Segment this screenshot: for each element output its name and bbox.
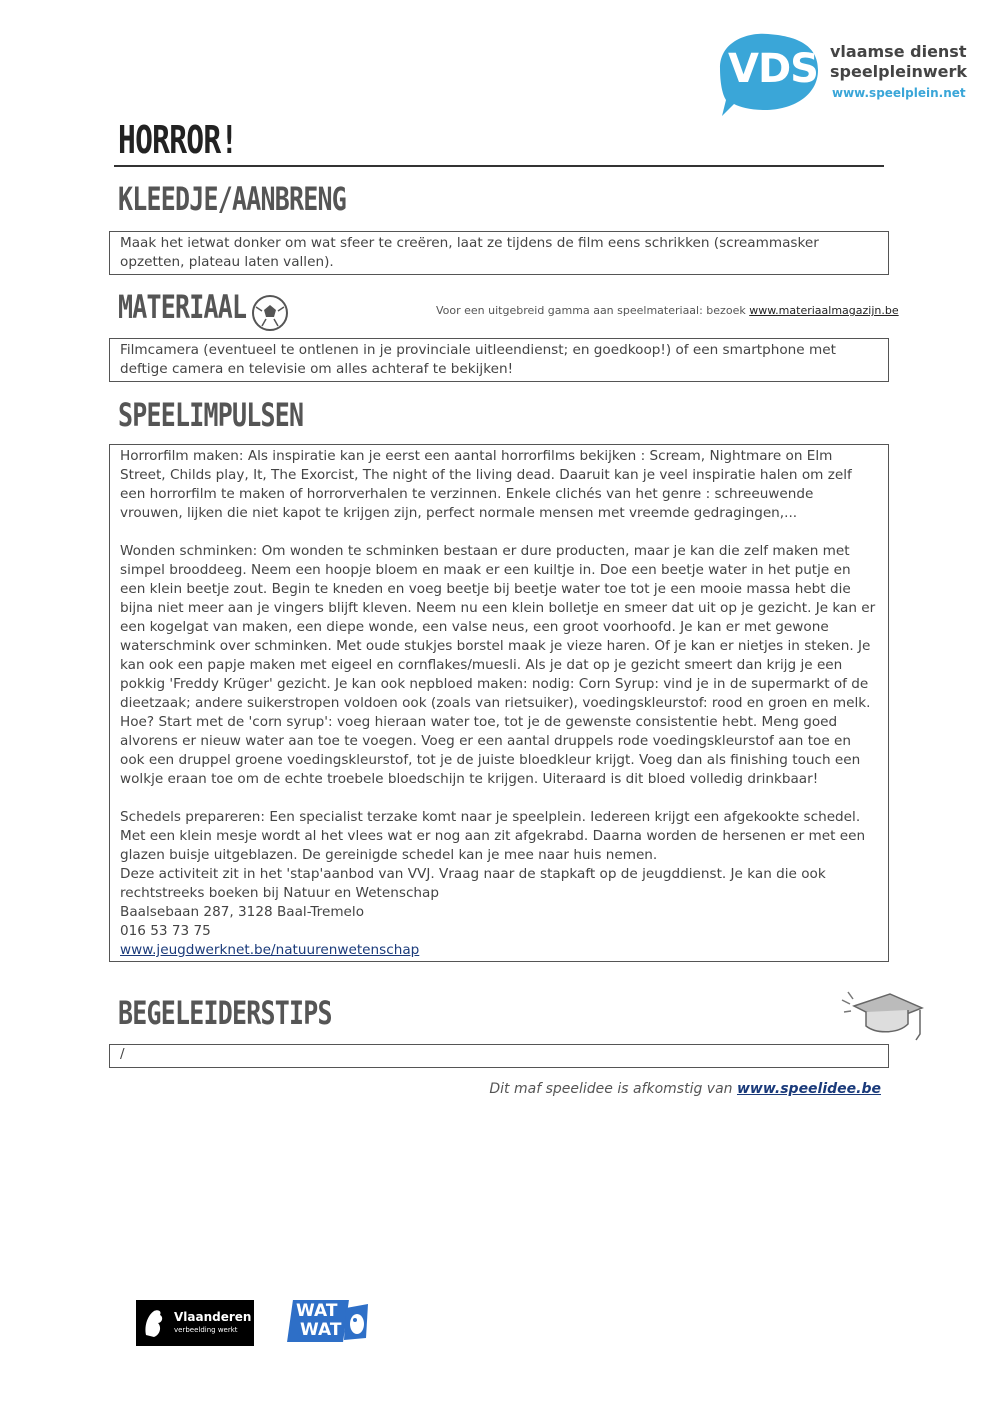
- speelimpulsen-phone: 016 53 73 75: [120, 923, 211, 939]
- begeleiderstips-heading: BEGELEIDERSTIPS: [118, 994, 332, 1032]
- begeleiderstips-text: /: [120, 1046, 125, 1062]
- speelimpulsen-p1: Horrorfilm maken: Als inspiratie kan je eerst een aantal horrorfilms bekijken : Scream, Nightmare on Elm Street, Childs play, It, The Exorcist, The night of the living dead. Daaruit kan je veel inspiratie halen om zelf een horrorfilm te maken of horrorverhalen te verzinnen. Enkele clichés van het genre : schreeuwende vrouwen, lijken die niet kapot te krijgen zijn, perfect normale mensen met vreemde gedragingen,...: [120, 448, 857, 521]
- vds-logo: [710, 30, 970, 120]
- speelimpulsen-p4: Deze activiteit zit in het 'stap'aanbod van VVJ. Vraag naar de stapkaft op de jeugddienst. Je kan die ook rechtstreeks boeken bij Natuur en Wetenschap: [120, 866, 831, 901]
- speelimpulsen-box: [109, 444, 889, 962]
- vds-url[interactable]: www.speelplein.net: [832, 86, 966, 100]
- speelidee-link[interactable]: www.speelidee.be: [736, 1081, 881, 1097]
- materiaal-text: Filmcamera (eventueel te ontlenen in je provinciale uitleendienst; en goedkoop!) of een smartphone met deftige camera en televisie om alles achteraf te bekijken!: [120, 342, 841, 377]
- graduation-cap-icon: [840, 988, 924, 1046]
- kleedje-box: [109, 231, 889, 275]
- vlaanderen-logo: [136, 1300, 254, 1346]
- watwat-logo: [290, 1298, 374, 1344]
- watwat-line1: WAT: [296, 1301, 338, 1321]
- title-rule: [114, 165, 884, 167]
- speelimpulsen-p3: Schedels prepareren: Een specialist terzake komt naar je speelplein. Iedereen krijgt een afgekookte schedel. Met een klein mesje wordt al het vlees wat er nog aan zit afgekrabd. Daarna worden de hersenen er met een glazen buisje uitgeblazen. De gereinigde schedel kan je mee naar huis nemen.: [120, 809, 870, 863]
- speelimpulsen-heading: SPEELIMPULSEN: [118, 396, 304, 434]
- vlaanderen-sub: verbeelding werkt: [174, 1326, 238, 1334]
- watwat-mascot-icon: [342, 1302, 372, 1342]
- vds-line1: vlaamse dienst: [830, 42, 967, 61]
- lion-icon: [140, 1305, 168, 1341]
- materiaalmagazijn-link[interactable]: www.materiaalmagazijn.be: [749, 304, 899, 317]
- kleedje-heading: KLEEDJE/AANBRENG: [118, 180, 346, 218]
- credit-line: [489, 1081, 881, 1097]
- materiaal-note: [436, 304, 899, 317]
- jeugdwerknet-link[interactable]: www.jeugdwerknet.be/natuurenwetenschap: [120, 942, 420, 958]
- begeleiderstips-box: [109, 1044, 889, 1068]
- materiaal-heading: MATERIAAL: [118, 288, 247, 326]
- vds-line2: speelpleinwerk: [830, 62, 967, 81]
- page-title: HORROR!: [118, 118, 238, 162]
- credit-prefix: Dit maf speelidee is afkomstig van: [489, 1081, 737, 1097]
- vlaanderen-title: Vlaanderen: [174, 1310, 252, 1324]
- vds-mark: VDS: [728, 46, 818, 92]
- kleedje-text: Maak het ietwat donker om wat sfeer te creëren, laat ze tijdens de film eens schrikken (screammasker opzetten, plateau laten vallen).: [120, 235, 824, 270]
- speelimpulsen-address: Baalsebaan 287, 3128 Baal-Tremelo: [120, 904, 365, 920]
- materiaal-box: [109, 338, 889, 382]
- materiaal-note-prefix: Voor een uitgebreid gamma aan speelmateriaal: bezoek: [436, 304, 750, 317]
- watwat-line2: WAT: [300, 1320, 342, 1340]
- soccer-ball-icon: [250, 293, 290, 333]
- speelimpulsen-p2: Wonden schminken: Om wonden te schminken bestaan er dure producten, maar je kan die zelf maken met simpel brooddeeg. Neem een hoopje bloem en maak er een kuiltje in. Doe een beetje water in het putje en een klein beetje zout. Begin te kneden en voeg beetje bij beetje water toe tot je een mooie massa hebt die bijna niet meer aan je vingers blijft kleven. Neem nu een klein bolletje en smeer dat uit op je gezicht. Je kan er een kogelgat van maken, een diepe wonde, een valse neus, een groot voorhoofd. Je kan er met gewone waterschmink over schminken. Met oude stukjes borstel maak je vieze haren. Of je kan er nietjes in steken. Je kan ook een papje maken met eigeel en cornflakes/muesli. Als je dat op je gezicht smeert dan krijg je een pokkig 'Freddy Krüger' gezicht. Je kan ook nepbloed maken: nodig: Corn Syrup: vind je in de supermarkt of de dieetzaak; andere suikerstropen voldoen ook (zoals van rietsuiker), voedingskleurstof: rood en groen en melk. Hoe? Start met de 'corn syrup': voeg hieraan water toe, tot je de gewenste consistentie hebt. Meng goed alvorens er nieuw water aan toe te voegen. Voeg er een aantal druppels rode voedingskleurstof aan toe en ook een druppel groene voedingskleurstof, tot je de juiste bloedkleur krijgt. Voeg dan als finishing touch een wolkje eraan toe om de echte troebele bloedschijn te krijgen. Uiteraard is dit bloed volledig drinkbaar!: [120, 543, 880, 787]
